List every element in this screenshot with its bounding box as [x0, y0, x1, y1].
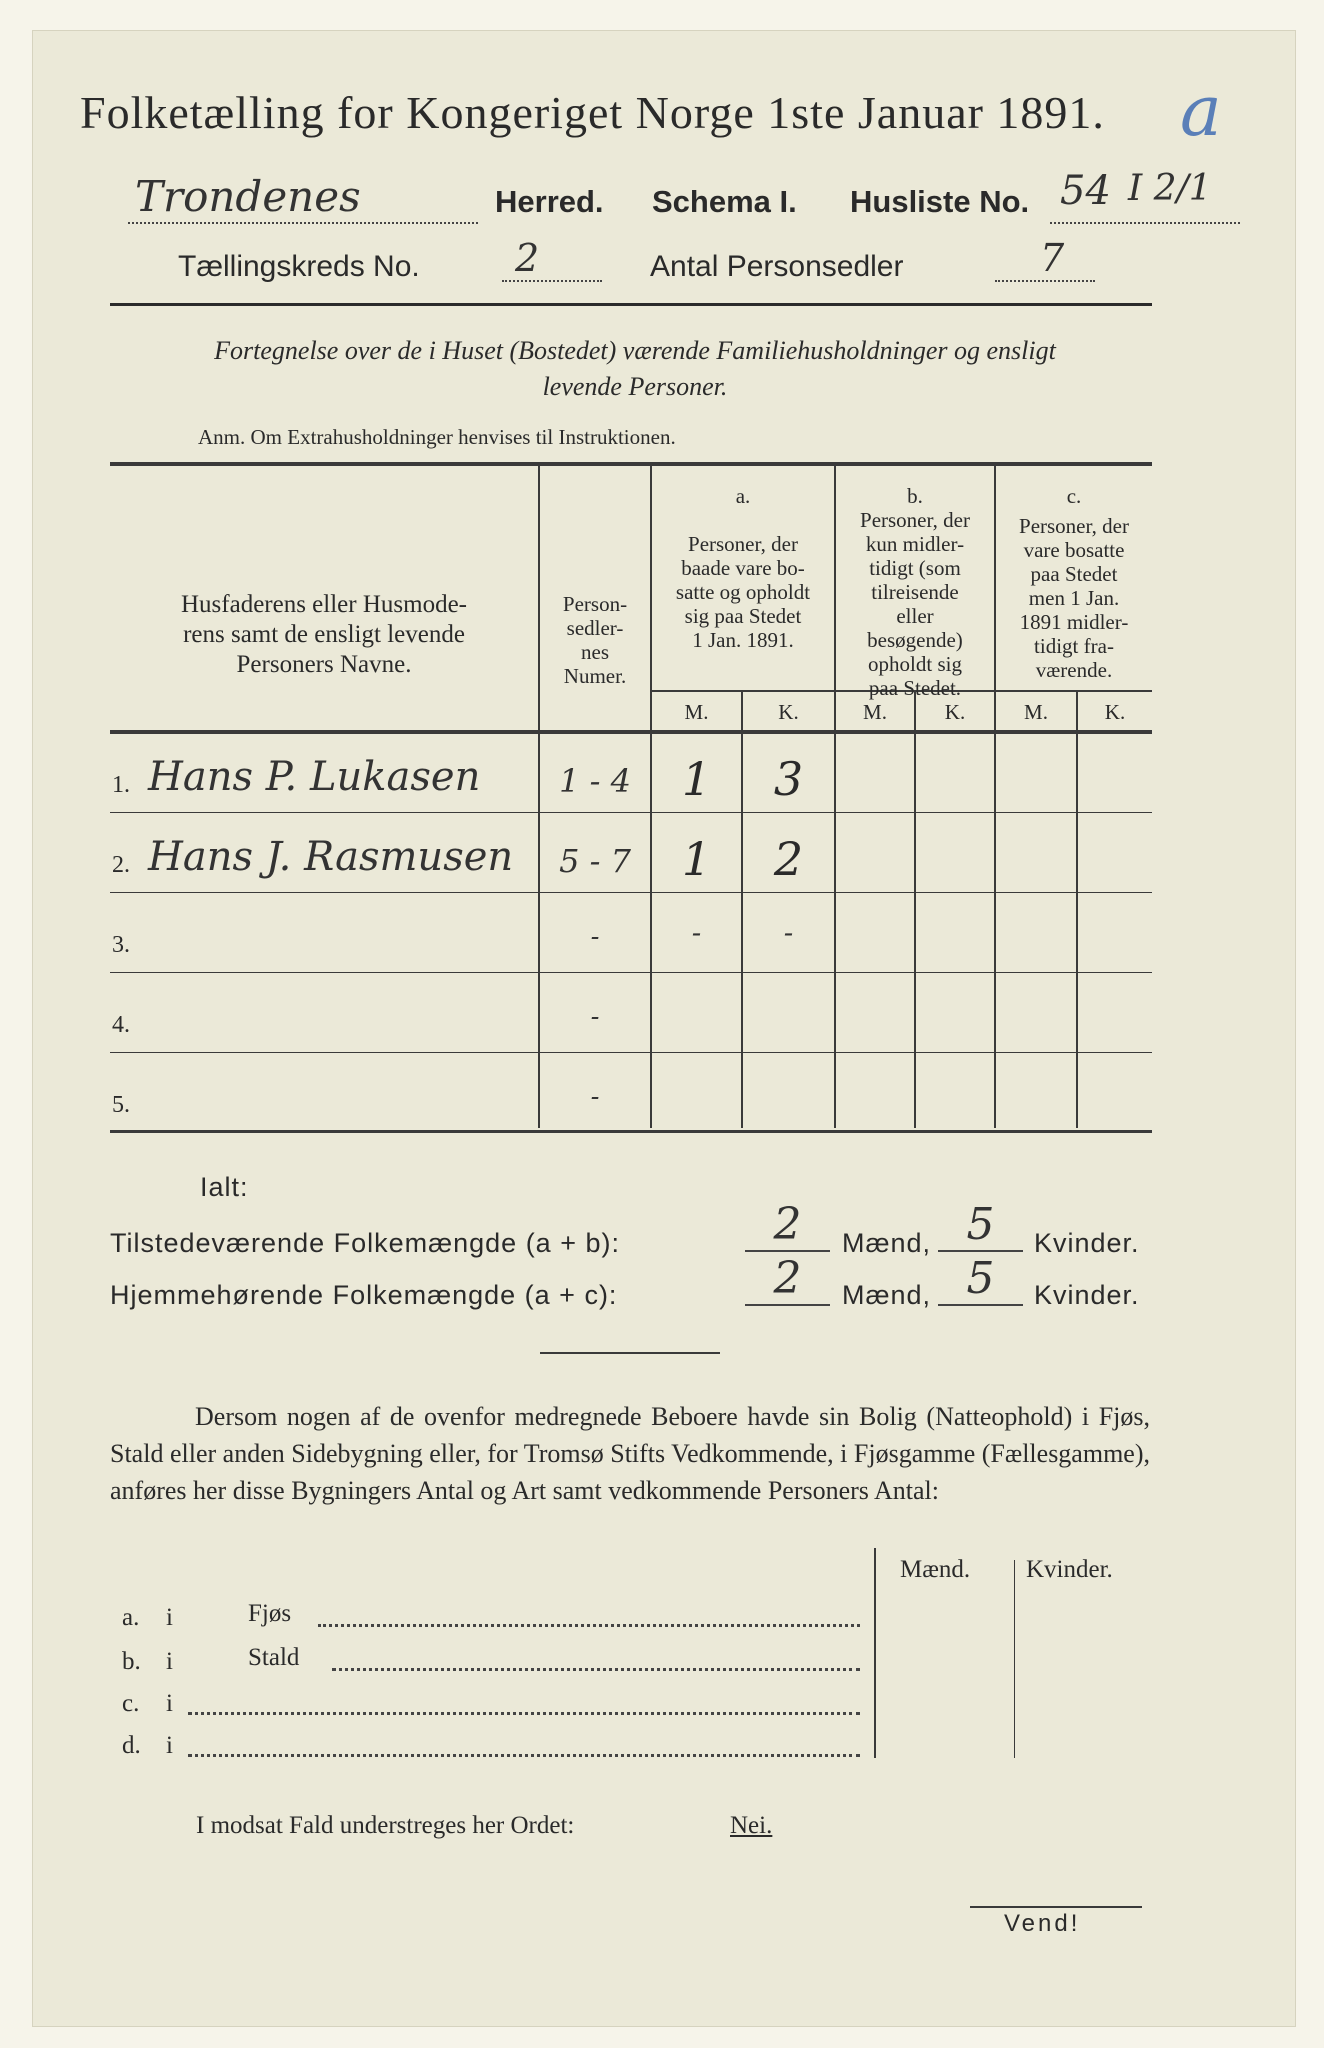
a-m-value: - [691, 916, 702, 949]
list-letter: c. [122, 1690, 140, 1717]
intro-line2: levende Personer. [542, 372, 728, 401]
list-divider [874, 1548, 876, 1758]
kvinder-header: Kvinder. [1026, 1556, 1113, 1583]
row-rule [110, 812, 1152, 813]
header-bottom-rule [110, 730, 1152, 734]
fill-dots [318, 1624, 860, 1627]
header-rule [110, 303, 1152, 306]
kreds-number: 2 [515, 236, 540, 280]
numer-value: 5 - 7 [559, 842, 631, 880]
a-k-value: 3 [773, 752, 804, 806]
hjemme-label: Hjemmehørende Folkemængde (a + c): [110, 1280, 618, 1310]
row-number: 4. [112, 1012, 130, 1038]
form-title: Folketælling for Kongeriget Norge 1ste Januar 1891. [80, 87, 1105, 138]
row-rule [110, 972, 1152, 973]
list-i: i [166, 1732, 173, 1759]
husliste-dotline [1050, 222, 1240, 224]
bolig-paragraph: Dersom nogen af de ovenfor medregnede Beboere havde sin Bolig (Natteophold) i Fjøs, Stald eller anden Sidebygning eller, for Tromsø Stifts Vedkommende, i Fjøsgamme (Fællesgamme), anføres her disse Bygningers Antal og Art samt vedkommende Personers Antal: [110, 1402, 1150, 1505]
maend-label: Mænd, [842, 1280, 932, 1310]
hjemme-kvinder-value: 5 [938, 1254, 1023, 1306]
vend-label: Vend! [1004, 1910, 1081, 1937]
modsat-text: I modsat Fald understreges her Ordet: [196, 1812, 575, 1839]
row-number: 1. [112, 772, 130, 798]
a-k-value: - [783, 916, 794, 949]
maend-label: Mænd, [842, 1228, 932, 1258]
mk-label: M. [1024, 700, 1048, 724]
list-i: i [166, 1604, 173, 1631]
list-i: i [166, 1690, 173, 1717]
hjemme-maend-value: 2 [745, 1254, 830, 1306]
husliste-extra: I 2/1 [1128, 168, 1212, 209]
vend-rule [970, 1906, 1142, 1908]
intro-line1: Fortegnelse over de i Huset (Bostedet) værende Familiehusholdninger og ensligt [214, 336, 1056, 365]
row-rule [110, 892, 1152, 893]
herred-dotline [128, 222, 478, 224]
row-number: 3. [112, 932, 130, 958]
mk-label: K. [778, 700, 799, 724]
herred-label: Herred. [495, 184, 604, 219]
household-name: Hans J. Rasmusen [148, 834, 514, 880]
mk-label: K. [944, 700, 966, 724]
col-divider-mk [1076, 692, 1078, 1128]
kreds-dotline [502, 280, 602, 282]
antal-value: 7 [1040, 236, 1065, 280]
anm-note: Anm. Om Extrahusholdninger henvises til Instruktionen. [198, 425, 676, 449]
tilstede-kvinder-value: 5 [938, 1200, 1023, 1252]
section-divider [540, 1352, 720, 1354]
col-b-header: b. Personer, der kun midler- tidigt (som tilreisende eller besøgende) opholdt sig paa Stedet. [860, 484, 970, 700]
col-c-header: c. Personer, der vare bosatte paa Stedet men 1 Jan. 1891 midler- tidigt fra- værende. [1019, 484, 1129, 682]
kreds-label: Tællingskreds No. [178, 250, 420, 283]
table-bottom-rule [110, 1130, 1152, 1133]
husliste-number: 54 [1060, 168, 1111, 214]
list-i: i [166, 1648, 173, 1675]
household-name: Hans P. Lukasen [148, 754, 481, 800]
schema-label: Schema I. [652, 184, 797, 219]
col-divider-mk [914, 692, 916, 1128]
list-label-stald: Stald [248, 1644, 300, 1671]
tilstede-maend-value: 2 [745, 1200, 830, 1252]
fill-dots [188, 1754, 860, 1757]
husliste-label: Husliste No. [850, 184, 1030, 219]
kvinder-label: Kvinder. [1034, 1280, 1140, 1310]
a-m-value: 1 [681, 752, 712, 806]
mk-label: M. [863, 700, 887, 724]
list-letter: d. [122, 1732, 141, 1759]
mk-label: K. [1104, 700, 1126, 724]
kvinder-label: Kvinder. [1034, 1228, 1140, 1258]
fill-dots [332, 1668, 860, 1671]
numer-value: 1 - 4 [559, 762, 631, 800]
herred-name: Trondenes [135, 172, 361, 221]
row-number: 2. [112, 852, 130, 878]
antal-dotline [995, 280, 1095, 282]
col-names-header: Husfaderens eller Husmode- rens samt de ensligt levende Personers Navne. [180, 591, 467, 678]
list-divider [1014, 1560, 1015, 1758]
a-m-value: 1 [681, 832, 712, 886]
list-label-fjos: Fjøs [248, 1600, 292, 1627]
col-a-header: a. Personer, der baade vare bo- satte og opholdt sig paa Stedet 1 Jan. 1891. [675, 484, 811, 652]
a-k-value: 2 [773, 832, 804, 886]
mk-label: M. [684, 700, 709, 724]
tilstede-label: Tilstedeværende Folkemængde (a + b): [110, 1228, 620, 1258]
row-rule [110, 1052, 1152, 1053]
corner-mark: a [1180, 70, 1222, 152]
numer-value: - [590, 1002, 600, 1032]
nei-word: Nei. [730, 1812, 773, 1839]
list-letter: a. [122, 1604, 140, 1631]
fill-dots [188, 1712, 860, 1715]
col-numer-header: Person- sedler- nes Numer. [562, 592, 628, 688]
numer-value: - [590, 1082, 600, 1112]
census-sheet [32, 30, 1296, 2027]
row-number: 5. [112, 1092, 130, 1118]
ialt-label: Ialt: [200, 1172, 249, 1202]
list-letter: b. [122, 1648, 141, 1675]
numer-value: - [590, 922, 600, 952]
antal-label: Antal Personsedler [650, 250, 904, 283]
maend-header: Mænd. [900, 1556, 971, 1583]
